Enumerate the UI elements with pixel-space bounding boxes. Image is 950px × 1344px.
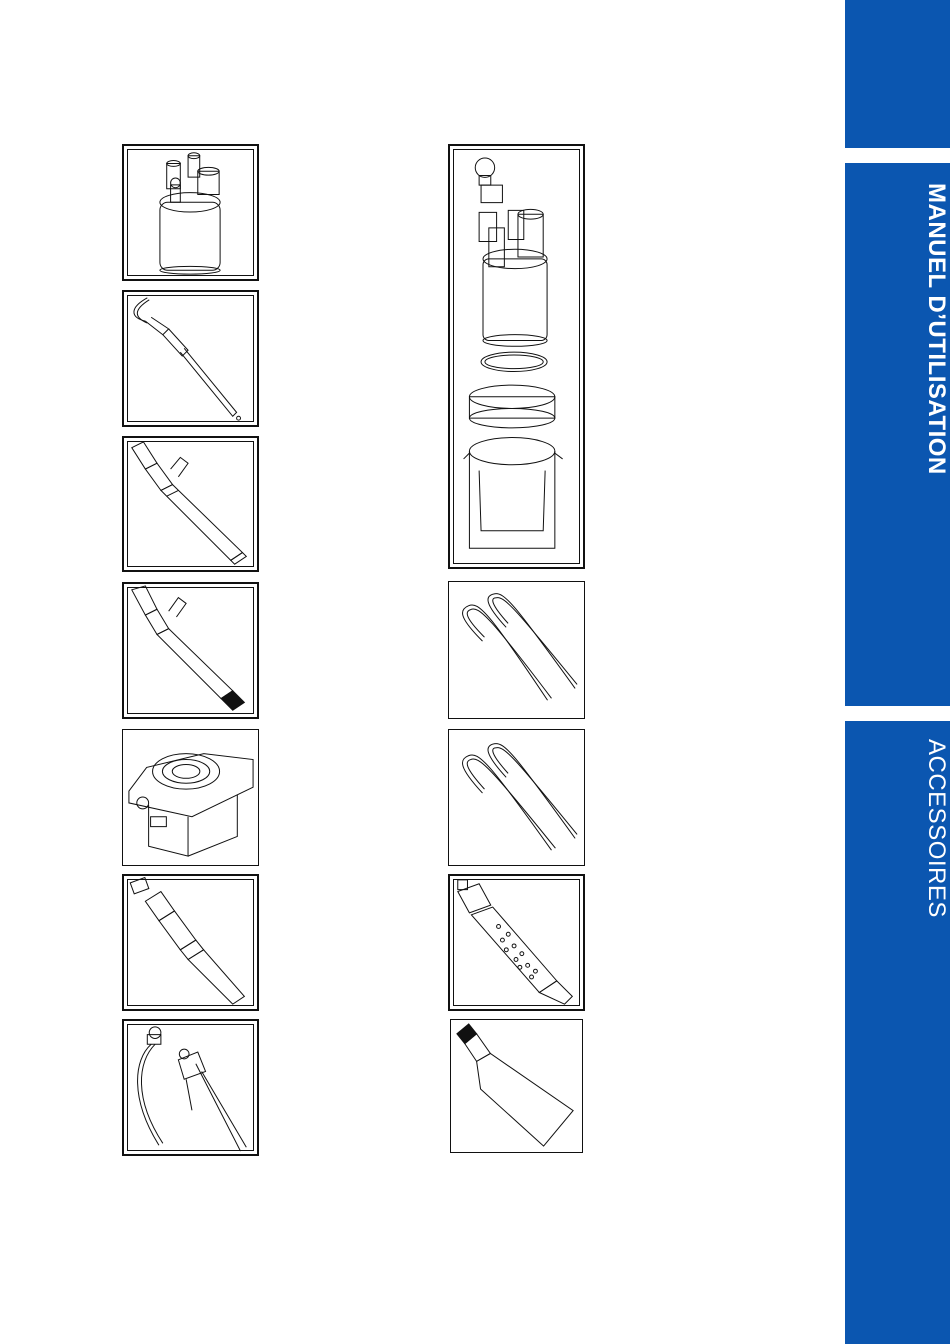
electrode-with-side-port-illustration (122, 436, 259, 572)
bottle-illustration (450, 1019, 583, 1153)
electrode-cell-cap-illustration (122, 144, 259, 281)
cable-electrode-illustration (122, 290, 259, 427)
glass-tubes-pair-illustration (448, 581, 585, 719)
electrode-with-sensor-tip-illustration (122, 582, 259, 719)
sidebar-tab-manual (845, 163, 950, 706)
glass-tubes-pair-illustration-2 (448, 729, 585, 866)
sidebar-tab-top (845, 0, 950, 148)
titration-vessel-exploded-illustration (448, 144, 585, 569)
tab-manual-label: MANUEL D’UTILISATION (923, 183, 950, 475)
sidebar-tab-accessories (845, 721, 950, 1344)
desiccant-tube-illustration (448, 874, 585, 1011)
bridge-tube-electrode-illustration (122, 874, 259, 1011)
tab-accessories-label: ACCESSOIRES (923, 739, 950, 918)
measurement-unit-illustration (122, 729, 259, 866)
electrode-with-tubing-illustration (122, 1019, 259, 1156)
